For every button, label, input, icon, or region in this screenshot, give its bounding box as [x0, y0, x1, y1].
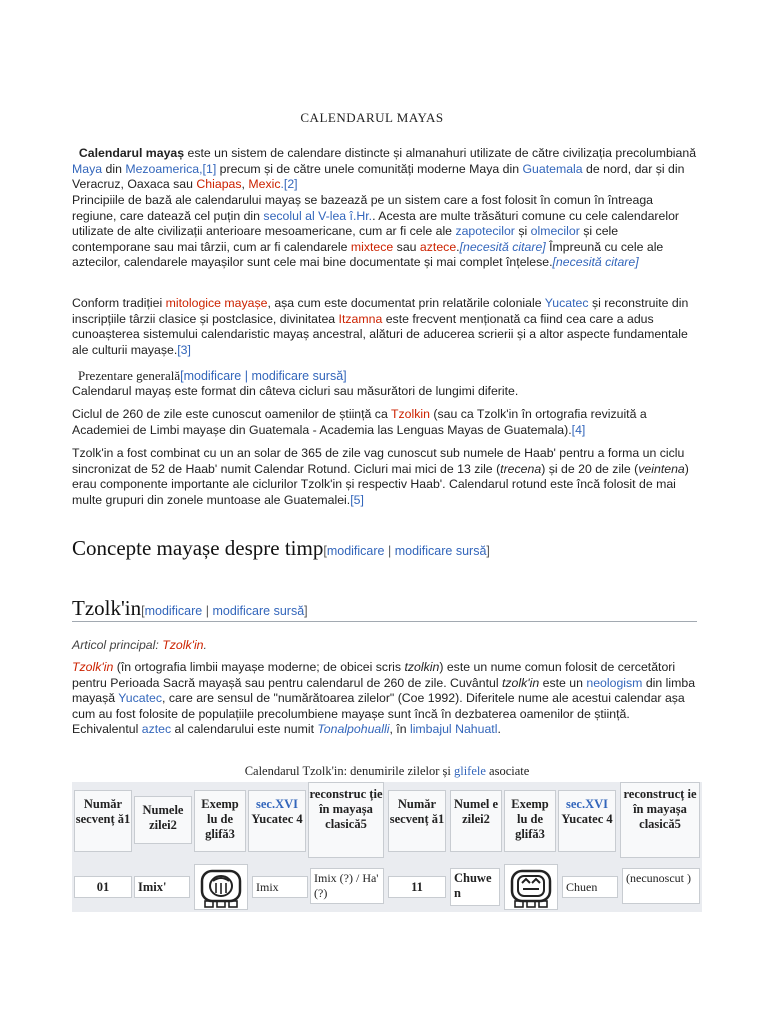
text: Articol principal: [72, 638, 163, 652]
table-cell-glyph [504, 864, 558, 910]
text: . Acesta are multe trăsături comune cu cele calendarelor utilizate de alte civilizații anterioare mesoamericane, cum ar fi cele ale [72, 208, 680, 239]
text: , [241, 177, 249, 192]
bracket: ] [304, 604, 308, 618]
table-cell-dayname: Imix' [134, 876, 190, 898]
edit-source-link[interactable]: modificare sursă [394, 544, 487, 558]
text: sau [393, 239, 420, 254]
text: Conform tradiției [72, 296, 166, 310]
link-nahuatl[interactable]: limbajul Nahuatl [409, 722, 498, 737]
table-cell-dayname: Chuwe n [450, 868, 500, 906]
ref-3[interactable]: [3] [177, 342, 191, 357]
link-zapotecilor[interactable]: zapotecilor [455, 224, 515, 239]
text: , așa cum este documentat prin relatările coloniale [267, 296, 545, 310]
bracket: [ [141, 604, 145, 618]
link-tonalpohualli[interactable]: Tonalpohualli [317, 722, 390, 737]
text: ) este un nume comun folosit de cercetători pentru Perioada Sacră mayașă sau pentru calendarul de 260 de zile. Cuvântul [72, 660, 676, 690]
table-cell-classic: Imix (?) / Ha' (?) [310, 868, 384, 904]
text: Principiile de bază ale calendarului mayaș se bazează pe un sistem care a fost folosit în comun în întreaga regiune, care datează cel puțin din [72, 193, 654, 223]
table-header-cell: reconstruc ție în mayașa clasică5 [308, 782, 384, 858]
link-mezoamerica[interactable]: Mezoamerica [125, 161, 200, 176]
table-header-cell [248, 790, 306, 852]
text: ) erau componente importante ale ciclurilor Tzolk'in și respectiv Haab'. Calendarul rotund este încă folosit de mai multe grupuri din zonele muntoase ale Guatemalei. [72, 461, 689, 507]
table-header-cell: Exemp lu de glifă3 [194, 790, 246, 852]
paragraph-haab [72, 446, 697, 508]
text: și reconstruite din inscripțiile târzii clasice și postclasice, divinitatea [72, 296, 689, 326]
text: Calendarul Tzolk'in: denumirile zilelor și [244, 764, 454, 778]
text: și [514, 224, 531, 239]
ref-4[interactable]: [4] [571, 422, 586, 437]
separator: | [241, 369, 252, 383]
separator: | [384, 544, 395, 558]
heading-tzolkin [72, 596, 308, 621]
link-glifele[interactable]: glifele [453, 764, 486, 778]
table-header-cell: reconstrucț ie în mayașa clasică5 [620, 782, 700, 858]
paragraph-cycles: Calendarul mayaș este format din câteva cicluri sau măsurători de lungimi diferite. [72, 384, 519, 398]
sec-xvi-label: sec.XVI [255, 797, 298, 811]
chuwen-glyph-icon [509, 869, 553, 909]
bracket: ] [486, 544, 490, 558]
heading-concepte [72, 536, 490, 561]
link-main-article[interactable]: Tzolk'in [162, 638, 204, 652]
heading-divider [72, 621, 697, 622]
link-secolul[interactable]: secolul al V-lea î.Hr. [263, 208, 373, 223]
ref-5[interactable]: [5] [350, 492, 364, 507]
citation-needed-1[interactable]: [necesită citare] [459, 239, 546, 254]
link-mixtece[interactable]: mixtece [350, 239, 394, 254]
link-itzamna[interactable]: Itzamna [338, 311, 383, 326]
text: Tzolk'in a fost combinat cu un an solar de 365 de zile vag cunoscut sub numele de Haab' pentru a forma un ciclu sincronizat de 52 de Haab' numit Calendar Rotund. Cicluri mai mici de 13 zile ( [72, 446, 685, 476]
text: , care are sensul de "numărătoarea zilelor" (Coe 1992). Diferitele nume ale acestui calendar așa cum au fost folosite de populațiile precolumbiene mayașe sunt încă în dezbaterea oamenilor de știință. Echivalentul [72, 691, 685, 737]
text: (sau ca Tzolk'in în ortografia revizuită a Academiei de Limbi mayașe din Guatemala - Academia las Lenguas Mayas de Guatemala). [72, 407, 647, 437]
text: precum și de către unele comunități moderne Maya din [216, 161, 523, 176]
yucatec-label: Yucatec 4 [561, 812, 613, 826]
table-cell-glyph [194, 864, 248, 910]
heading-title: Concepte mayașe despre timp [72, 536, 324, 560]
text: asociate [485, 764, 530, 778]
paragraph-260-days [72, 407, 697, 438]
italic-term: veintena [638, 461, 685, 476]
text: . [203, 638, 207, 652]
text: este frecvent menționată ca fiind cea care a adus cunoașterea sistemului calendaristic mayaș ancestral, alături de aducerea scrierii și a altor aspecte fundamentale ale culturii mayașe. [72, 311, 688, 357]
separator: | [202, 604, 213, 618]
bracket: [ [323, 544, 327, 558]
text: Împreună cu cele ale aztecilor, calendarele mayașilor sunt cele mai bine documentate și mai complet înțelese. [72, 239, 664, 270]
subheading-title: Prezentare generală [78, 368, 181, 383]
link-aztece[interactable]: aztece [419, 239, 457, 254]
subheading-overview [78, 368, 347, 384]
link-aztec[interactable]: aztec [141, 722, 172, 737]
table-cell-yucatec: Chuen [562, 876, 618, 898]
link-mexic[interactable]: Mexic [248, 177, 281, 192]
heading-title: Tzolk'in [72, 596, 142, 620]
text: . [497, 722, 501, 737]
table-cell-number: 01 [74, 876, 132, 898]
text: al calendarului este numit [171, 722, 318, 737]
edit-link[interactable]: modificare [326, 544, 385, 558]
link-tzolkin[interactable]: Tzolkin [391, 407, 430, 421]
edit-source-link[interactable]: modificare sursă [212, 604, 305, 618]
link-yucatec[interactable]: Yucatec [118, 691, 163, 706]
italic-term: trecena [500, 461, 542, 476]
edit-link[interactable]: [modificare [180, 369, 242, 383]
table-header-cell: Număr secvenț ă1 [74, 790, 132, 852]
text: (în ortografia limbii mayașe moderne; de obicei scris [113, 660, 405, 674]
paragraph-principles [72, 193, 697, 271]
sec-xvi-label: sec.XVI [565, 797, 608, 811]
imix-glyph-icon [199, 869, 243, 909]
link-mitologice[interactable]: mitologice mayașe [165, 296, 268, 310]
ref-1[interactable]: ,[1] [199, 161, 217, 176]
paragraph-tzolkin [72, 660, 697, 738]
link-neologism[interactable]: neologism [586, 675, 643, 690]
text: din [102, 161, 126, 176]
text: de nord, dar și din Veracruz, Oaxaca sau [72, 161, 685, 192]
text: din limba mayașă [72, 675, 696, 706]
intro-bold-term: Calendarul mayaș [78, 146, 185, 160]
intro-paragraph [72, 146, 697, 193]
paragraph-tradition [72, 296, 697, 358]
table-cell-yucatec: Imix [252, 876, 308, 898]
text: este un [539, 675, 587, 690]
document-title: CALENDARUL MAYAS [300, 110, 444, 125]
table-cell-classic: (necunoscut ) [622, 868, 700, 904]
link-maya[interactable]: Maya [72, 161, 103, 176]
table-header-cell: Numele zilei2 [134, 796, 192, 844]
citation-needed-2[interactable]: [necesită citare] [552, 255, 639, 270]
table-header-cell [558, 790, 616, 852]
edit-link[interactable]: modificare [144, 604, 203, 618]
link-yucatec[interactable]: Yucatec [544, 296, 589, 310]
table-header-cell: Număr secvenț ă1 [388, 790, 446, 852]
link-olmecilor[interactable]: olmecilor [530, 224, 580, 239]
yucatec-label: Yucatec 4 [251, 812, 303, 826]
text: și cele contemporane sau mai târzii, cum ar fi calendarele [72, 224, 619, 254]
table-cell-number: 11 [388, 876, 446, 898]
table-caption [72, 764, 702, 779]
text: ) și de 20 de zile ( [541, 461, 639, 476]
text: , în [389, 722, 410, 737]
edit-source-link[interactable]: modificare sursă] [251, 369, 347, 383]
text: este un sistem de calendare distincte și almanahuri utilizate de către civilizația precolumbiană [184, 146, 697, 160]
ref-2[interactable]: .[2] [280, 177, 298, 192]
table-header-cell: Numel e zilei2 [450, 790, 502, 852]
tzolkin-table [72, 782, 702, 912]
link-chiapas[interactable]: Chiapas [196, 177, 242, 192]
text: . [456, 239, 460, 254]
table-header-cell: Exemp lu de glifă3 [504, 790, 556, 852]
text: Ciclul de 260 de zile este cunoscut oamenilor de știință ca [72, 407, 391, 421]
italic-term: tzolkin [404, 660, 440, 674]
link-guatemala[interactable]: Guatemala [522, 161, 583, 176]
italic-term: tzolk'in [501, 675, 540, 690]
link-tzolkin-term[interactable]: Tzolk'in [72, 660, 114, 674]
main-article-note [72, 638, 697, 654]
